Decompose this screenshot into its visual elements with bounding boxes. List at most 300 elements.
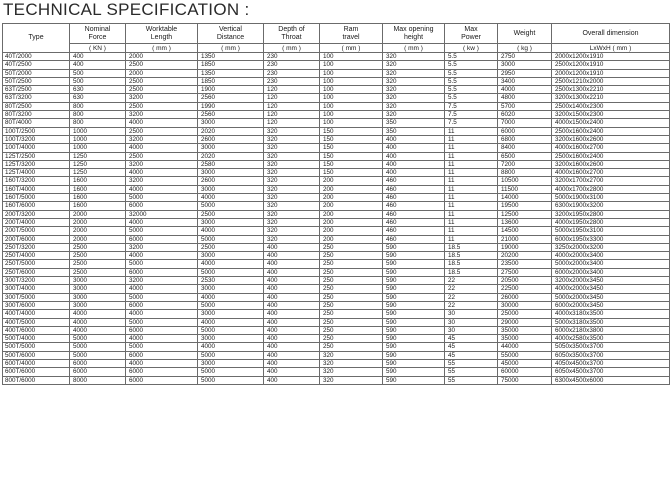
table-cell: 460 <box>383 227 445 235</box>
column-header-label: Ram <box>343 26 359 33</box>
table-cell: 230 <box>264 77 320 85</box>
table-cell: 250 <box>320 260 383 268</box>
table-cell: 320 <box>264 227 320 235</box>
table-row <box>3 260 670 268</box>
table-cell: 3000 <box>198 310 264 318</box>
table-cell: 4800 <box>498 94 552 102</box>
table-cell: 4000 <box>198 227 264 235</box>
table-cell: 150 <box>320 160 383 168</box>
table-row <box>3 169 670 177</box>
column-unit: ( mm ) <box>264 44 320 53</box>
table-cell: 27500 <box>498 268 552 276</box>
table-cell: 400 <box>383 135 445 143</box>
table-cell: 11 <box>445 227 498 235</box>
table-row <box>3 135 670 143</box>
table-cell: 2500 <box>126 127 198 135</box>
table-cell: 3200x1500x2300 <box>552 111 670 119</box>
table-cell: 4000 <box>126 144 198 152</box>
table-cell: 200 <box>320 235 383 243</box>
table-cell: 4000 <box>126 335 198 343</box>
table-cell: 22 <box>445 285 498 293</box>
table-cell: 2000 <box>70 227 126 235</box>
model-type-cell: 50T/2500 <box>3 77 70 85</box>
table-cell: 4000x1600x2700 <box>552 169 670 177</box>
model-type-cell: 80T/2500 <box>3 102 70 110</box>
table-cell: 5000x2000x3450 <box>552 293 670 301</box>
column-header <box>126 24 198 44</box>
table-cell: 6000 <box>126 202 198 210</box>
table-cell: 11 <box>445 185 498 193</box>
table-cell: 5000 <box>126 343 198 351</box>
table-cell: 400 <box>70 61 126 69</box>
table-row <box>3 243 670 251</box>
table-cell: 2750 <box>498 53 552 61</box>
table-cell: 45 <box>445 351 498 359</box>
table-cell: 150 <box>320 127 383 135</box>
table-cell: 320 <box>264 160 320 168</box>
table-cell: 120 <box>264 94 320 102</box>
table-cell: 400 <box>264 368 320 376</box>
model-type-cell: 63T/3200 <box>3 94 70 102</box>
table-cell: 630 <box>70 94 126 102</box>
table-cell: 3000 <box>198 218 264 226</box>
table-row <box>3 94 670 102</box>
model-type-cell: 100T/2500 <box>3 127 70 135</box>
table-cell: 1350 <box>198 69 264 77</box>
table-cell: 3000 <box>498 61 552 69</box>
model-type-cell: 160T/3200 <box>3 177 70 185</box>
table-cell: 320 <box>320 359 383 367</box>
model-type-cell: 160T/5000 <box>3 194 70 202</box>
table-row <box>3 102 670 110</box>
table-cell: 1250 <box>70 160 126 168</box>
model-type-cell: 250T/4000 <box>3 252 70 260</box>
column-header <box>498 24 552 44</box>
table-cell: 4000 <box>126 359 198 367</box>
table-row <box>3 194 670 202</box>
column-unit: ( mm ) <box>383 44 445 53</box>
table-cell: 5050x3500x3700 <box>552 343 670 351</box>
table-cell: 12500 <box>498 210 552 218</box>
table-row <box>3 77 670 85</box>
table-cell: 4000 <box>126 285 198 293</box>
table-cell: 320 <box>264 218 320 226</box>
table-cell: 10500 <box>498 177 552 185</box>
table-cell: 30 <box>445 318 498 326</box>
table-cell: 4000 <box>70 310 126 318</box>
table-cell: 4000 <box>498 86 552 94</box>
table-row <box>3 144 670 152</box>
model-type-cell: 600T/6000 <box>3 368 70 376</box>
table-row <box>3 86 670 94</box>
table-cell: 1000 <box>70 127 126 135</box>
table-cell: 400 <box>264 343 320 351</box>
table-cell: 2000 <box>70 235 126 243</box>
table-row <box>3 210 670 218</box>
table-cell: 5.5 <box>445 61 498 69</box>
table-cell: 6300x1900x3200 <box>552 202 670 210</box>
table-cell: 1900 <box>198 86 264 94</box>
table-cell: 250 <box>320 301 383 309</box>
model-type-cell: 300T/5000 <box>3 293 70 301</box>
table-cell: 5000 <box>126 194 198 202</box>
table-cell: 3000 <box>198 119 264 127</box>
table-cell: 5000x1950x3100 <box>552 227 670 235</box>
table-cell: 3000 <box>70 285 126 293</box>
table-cell: 5000 <box>126 260 198 268</box>
table-cell: 55 <box>445 368 498 376</box>
table-cell: 5000 <box>198 376 264 384</box>
table-cell: 5.5 <box>445 69 498 77</box>
table-cell: 320 <box>383 86 445 94</box>
column-header <box>70 24 126 44</box>
table-cell: 30 <box>445 310 498 318</box>
table-cell: 6000 <box>70 368 126 376</box>
table-cell: 25000 <box>498 310 552 318</box>
table-cell: 11 <box>445 177 498 185</box>
table-cell: 100 <box>320 53 383 61</box>
table-cell: 200 <box>320 227 383 235</box>
table-row <box>3 61 670 69</box>
table-cell: 6000x2000x3450 <box>552 301 670 309</box>
table-cell: 100 <box>320 119 383 127</box>
table-cell: 4000x2580x3500 <box>552 335 670 343</box>
table-cell: 400 <box>383 152 445 160</box>
table-cell: 200 <box>320 210 383 218</box>
table-cell: 150 <box>320 169 383 177</box>
table-cell: 3200x1950x2800 <box>552 210 670 218</box>
table-cell: 5.5 <box>445 94 498 102</box>
table-row <box>3 301 670 309</box>
model-type-cell: 40T/2500 <box>3 61 70 69</box>
table-cell: 3000 <box>198 285 264 293</box>
table-cell: 2500 <box>70 260 126 268</box>
table-cell: 6050x4500x3700 <box>552 368 670 376</box>
model-type-cell: 250T/5000 <box>3 260 70 268</box>
table-cell: 2000 <box>126 53 198 61</box>
column-header-label: Vertical <box>219 26 242 33</box>
column-header-label: Nominal <box>84 26 111 33</box>
table-cell: 1600 <box>70 177 126 185</box>
table-cell: 3000 <box>70 277 126 285</box>
table-cell: 4000x2000x3450 <box>552 285 670 293</box>
table-cell: 800 <box>70 102 126 110</box>
model-type-cell: 500T/6000 <box>3 351 70 359</box>
table-cell: 460 <box>383 185 445 193</box>
table-row <box>3 227 670 235</box>
table-cell: 320 <box>383 69 445 77</box>
table-cell: 11 <box>445 144 498 152</box>
table-cell: 4000 <box>126 252 198 260</box>
table-cell: 11 <box>445 152 498 160</box>
table-cell: 4000x1700x2800 <box>552 185 670 193</box>
column-unit: ( kw ) <box>445 44 498 53</box>
table-cell: 400 <box>264 351 320 359</box>
table-cell: 3200 <box>126 177 198 185</box>
table-cell: 2500 <box>126 61 198 69</box>
table-cell: 500 <box>70 77 126 85</box>
table-cell: 6050x3500x3700 <box>552 351 670 359</box>
table-cell: 590 <box>383 252 445 260</box>
table-cell: 350 <box>383 119 445 127</box>
table-row <box>3 335 670 343</box>
table-row <box>3 218 670 226</box>
model-type-cell: 200T/5000 <box>3 227 70 235</box>
table-cell: 320 <box>264 177 320 185</box>
spec-table <box>2 23 670 385</box>
table-cell: 3200 <box>126 111 198 119</box>
table-row <box>3 152 670 160</box>
table-cell: 4000 <box>70 326 126 334</box>
table-cell: 11 <box>445 210 498 218</box>
table-cell: 19500 <box>498 202 552 210</box>
table-cell: 2560 <box>198 94 264 102</box>
table-cell: 2500 <box>70 243 126 251</box>
model-type-cell: 200T/4000 <box>3 218 70 226</box>
table-cell: 400 <box>264 376 320 384</box>
table-cell: 250 <box>320 268 383 276</box>
table-row <box>3 53 670 61</box>
table-cell: 2000 <box>70 218 126 226</box>
table-cell: 2500 <box>198 243 264 251</box>
model-type-cell: 125T/3200 <box>3 160 70 168</box>
table-cell: 100 <box>320 77 383 85</box>
column-header <box>198 24 264 44</box>
table-cell: 230 <box>264 61 320 69</box>
table-cell: 6000 <box>126 268 198 276</box>
table-cell: 60000 <box>498 368 552 376</box>
table-cell: 55000 <box>498 351 552 359</box>
table-cell: 4000 <box>126 169 198 177</box>
table-cell: 2500x1600x2400 <box>552 152 670 160</box>
table-cell: 3000 <box>198 144 264 152</box>
table-cell: 320 <box>320 368 383 376</box>
table-cell: 5000 <box>70 343 126 351</box>
table-cell: 6000 <box>126 235 198 243</box>
table-cell: 5000x1900x3100 <box>552 194 670 202</box>
table-cell: 20200 <box>498 252 552 260</box>
table-cell: 3200x1300x2210 <box>552 94 670 102</box>
table-cell: 4000 <box>198 318 264 326</box>
column-header <box>445 24 498 44</box>
table-cell: 35000 <box>498 326 552 334</box>
table-cell: 630 <box>70 86 126 94</box>
model-type-cell: 160T/6000 <box>3 202 70 210</box>
table-cell: 250 <box>320 277 383 285</box>
table-cell: 320 <box>264 235 320 243</box>
table-cell: 3200 <box>126 243 198 251</box>
table-cell: 590 <box>383 285 445 293</box>
table-cell: 2000x1200x1910 <box>552 69 670 77</box>
table-cell: 5000 <box>198 301 264 309</box>
table-cell: 250 <box>320 318 383 326</box>
table-cell: 8000 <box>70 376 126 384</box>
column-header-label: Length <box>150 33 173 41</box>
table-cell: 320 <box>320 376 383 384</box>
table-cell: 400 <box>264 268 320 276</box>
table-cell: 350 <box>383 127 445 135</box>
table-cell: 3000 <box>198 185 264 193</box>
column-header <box>552 24 670 44</box>
table-body <box>3 53 670 385</box>
table-cell: 2500 <box>126 77 198 85</box>
model-type-cell: 63T/2500 <box>3 86 70 94</box>
table-row <box>3 293 670 301</box>
table-row <box>3 343 670 351</box>
table-cell: 5000 <box>198 368 264 376</box>
table-cell: 11 <box>445 235 498 243</box>
table-cell: 6000x1950x3300 <box>552 235 670 243</box>
table-cell: 55 <box>445 359 498 367</box>
table-cell: 6000 <box>126 301 198 309</box>
table-row <box>3 326 670 334</box>
table-cell: 400 <box>264 335 320 343</box>
column-unit: ( mm ) <box>320 44 383 53</box>
table-cell: 5000 <box>126 227 198 235</box>
table-cell: 7000 <box>498 119 552 127</box>
table-cell: 2500 <box>126 102 198 110</box>
table-cell: 6000x2000x3400 <box>552 268 670 276</box>
table-cell: 3200 <box>126 277 198 285</box>
table-cell: 7.5 <box>445 119 498 127</box>
table-cell: 1600 <box>70 202 126 210</box>
table-cell: 590 <box>383 326 445 334</box>
table-cell: 22 <box>445 293 498 301</box>
table-cell: 800 <box>70 111 126 119</box>
table-cell: 320 <box>383 53 445 61</box>
table-cell: 320 <box>383 94 445 102</box>
table-cell: 2600 <box>198 135 264 143</box>
table-cell: 5.5 <box>445 77 498 85</box>
table-cell: 6000 <box>498 127 552 135</box>
table-cell: 3250x2000x3200 <box>552 243 670 251</box>
column-header <box>264 24 320 44</box>
table-cell: 2000 <box>126 69 198 77</box>
table-cell: 3000 <box>198 252 264 260</box>
table-cell: 11 <box>445 202 498 210</box>
column-header-label: Max opening <box>393 26 434 33</box>
table-cell: 150 <box>320 144 383 152</box>
table-cell: 400 <box>264 260 320 268</box>
column-unit: ( mm ) <box>126 44 198 53</box>
table-cell: 3200x1700x2700 <box>552 177 670 185</box>
table-cell: 2500 <box>70 268 126 276</box>
table-cell: 6500 <box>498 152 552 160</box>
model-type-cell: 250T/3200 <box>3 243 70 251</box>
table-cell: 1000 <box>70 135 126 143</box>
model-type-cell: 125T/4000 <box>3 169 70 177</box>
table-cell: 100 <box>320 86 383 94</box>
table-cell: 400 <box>264 310 320 318</box>
table-cell: 5000 <box>70 335 126 343</box>
table-cell: 2500x1300x2210 <box>552 86 670 94</box>
table-cell: 1850 <box>198 77 264 85</box>
column-header-label: Max <box>464 26 478 33</box>
table-cell: 23500 <box>498 260 552 268</box>
table-cell: 4000 <box>126 310 198 318</box>
column-header-label: travel <box>342 33 360 41</box>
table-cell: 6800 <box>498 135 552 143</box>
table-row <box>3 268 670 276</box>
table-cell: 100 <box>320 111 383 119</box>
model-type-cell: 100T/4000 <box>3 144 70 152</box>
table-cell: 320 <box>264 210 320 218</box>
table-cell: 400 <box>264 326 320 334</box>
table-cell: 11 <box>445 135 498 143</box>
model-type-cell: 800T/6000 <box>3 376 70 384</box>
table-cell: 6000x2180x3800 <box>552 326 670 334</box>
table-row <box>3 69 670 77</box>
table-cell: 3200 <box>126 94 198 102</box>
table-cell: 3200x1600x2600 <box>552 135 670 143</box>
table-cell: 320 <box>383 61 445 69</box>
table-cell: 400 <box>383 169 445 177</box>
table-row <box>3 111 670 119</box>
table-cell: 590 <box>383 310 445 318</box>
table-cell: 11500 <box>498 185 552 193</box>
table-cell: 11 <box>445 160 498 168</box>
table-cell: 2500x1210x2000 <box>552 77 670 85</box>
table-cell: 2000 <box>70 210 126 218</box>
table-cell: 500 <box>70 69 126 77</box>
table-cell: 1000 <box>70 144 126 152</box>
table-cell: 11 <box>445 127 498 135</box>
table-cell: 400 <box>264 318 320 326</box>
table-cell: 400 <box>264 285 320 293</box>
table-header <box>3 24 670 53</box>
table-cell: 590 <box>383 376 445 384</box>
table-cell: 3200 <box>126 160 198 168</box>
table-cell: 18.5 <box>445 260 498 268</box>
table-cell: 590 <box>383 318 445 326</box>
table-row <box>3 351 670 359</box>
table-cell: 590 <box>383 335 445 343</box>
table-cell: 1350 <box>198 53 264 61</box>
table-row <box>3 127 670 135</box>
table-cell: 4000x1500x2400 <box>552 119 670 127</box>
table-cell: 30000 <box>498 301 552 309</box>
table-cell: 460 <box>383 194 445 202</box>
table-cell: 590 <box>383 359 445 367</box>
table-cell: 3200x2000x3450 <box>552 277 670 285</box>
table-cell: 5000 <box>198 268 264 276</box>
column-header-label: Throat <box>281 33 302 41</box>
table-cell: 4000x1600x2700 <box>552 144 670 152</box>
table-cell: 590 <box>383 293 445 301</box>
model-type-cell: 500T/4000 <box>3 335 70 343</box>
table-cell: 75000 <box>498 376 552 384</box>
table-cell: 6300x4500x6000 <box>552 376 670 384</box>
model-type-cell: 300T/4000 <box>3 285 70 293</box>
table-cell: 6020 <box>498 111 552 119</box>
table-row <box>3 285 670 293</box>
column-header <box>383 24 445 44</box>
column-header-label: Distance <box>216 33 245 41</box>
table-cell: 32000 <box>126 210 198 218</box>
page-title: TECHNICAL SPECIFICATION : <box>3 0 250 19</box>
table-row <box>3 376 670 384</box>
model-type-cell: 200T/3200 <box>3 210 70 218</box>
table-cell: 100 <box>320 69 383 77</box>
table-cell: 44000 <box>498 343 552 351</box>
table-cell: 1850 <box>198 61 264 69</box>
column-header-label: Force <box>88 33 107 41</box>
table-cell: 400 <box>70 53 126 61</box>
table-cell: 590 <box>383 268 445 276</box>
table-row <box>3 368 670 376</box>
column-header-label: Power <box>461 33 481 41</box>
model-type-cell: 160T/4000 <box>3 185 70 193</box>
